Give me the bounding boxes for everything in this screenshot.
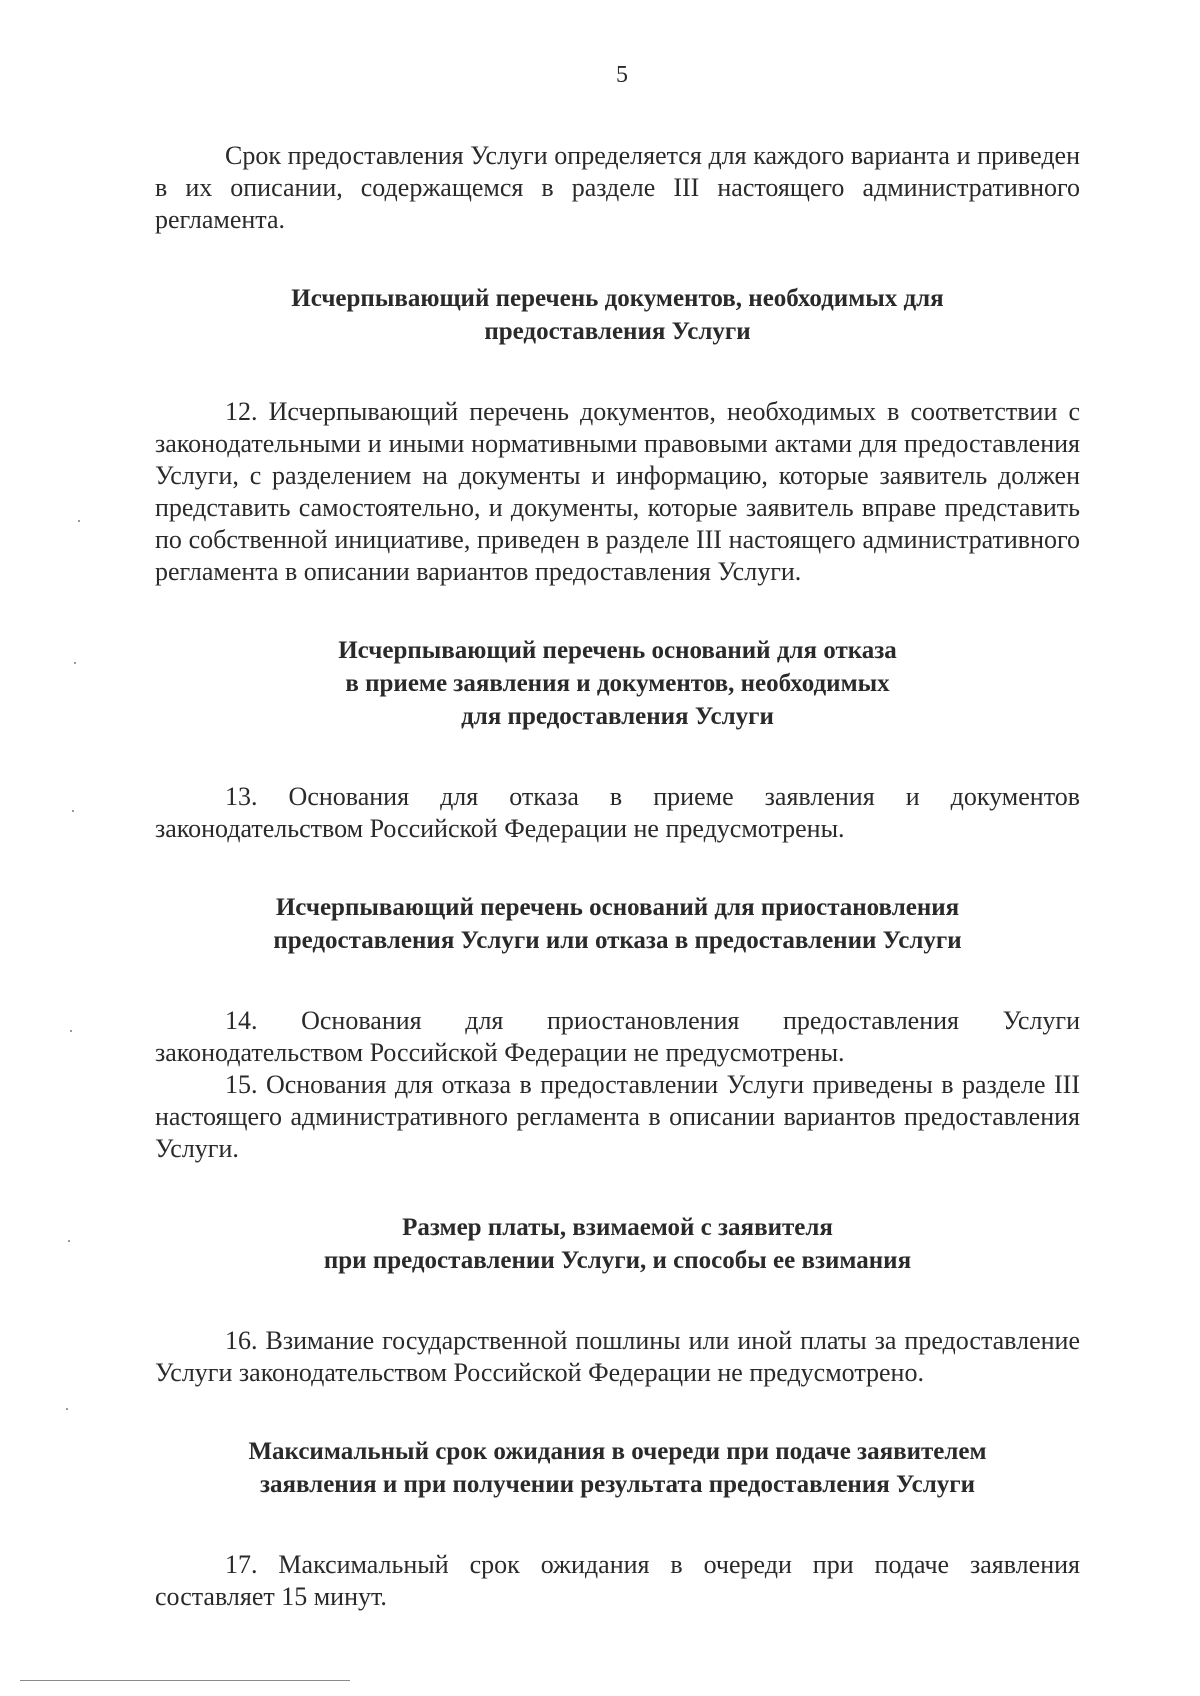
paragraph-13: 13. Основания для отказа в приеме заявления и документов законодательством Российской Федерации не предусмотрены. (155, 782, 1080, 843)
scan-dot (66, 1408, 68, 1410)
scan-dot (68, 1240, 70, 1242)
heading-suspension-refusal (155, 891, 1080, 957)
heading-line: Размер платы, взимаемой с заявителя (402, 1214, 833, 1241)
heading-documents-list (155, 282, 1080, 348)
page-number: 5 (616, 62, 628, 88)
heading-line: при предоставлении Услуги, и способы ее взимания (323, 1247, 912, 1274)
paragraph-term-intro: Срок предоставления Услуги определяется для каждого варианта и приведен в их описании, содержащемся в разделе III настоящего административного регламента. (155, 141, 1080, 234)
heading-line: в приеме заявления и документов, необходимых (345, 670, 890, 697)
heading-line: заявления и при получении результата предоставления Услуги (259, 1471, 976, 1498)
paragraph-14: 14. Основания для приостановления предоставления Услуги законодательством Российской Федерации не предусмотрены. (155, 1006, 1080, 1067)
heading-line: Исчерпывающий перечень оснований для отказа (338, 637, 897, 664)
paragraph-17: 17. Максимальный срок ожидания в очереди при подаче заявления составляет 15 минут. (155, 1550, 1080, 1611)
paragraph-15: 15. Основания для отказа в предоставлении Услуги приведены в разделе III настоящего административного регламента в описании вариантов предоставления Услуги. (155, 1070, 1080, 1163)
heading-line: предоставления Услуги (484, 318, 751, 345)
scan-dot (70, 1030, 72, 1032)
scan-dot (74, 662, 76, 664)
heading-refusal-acceptance (155, 634, 1080, 733)
scan-dot (72, 810, 74, 812)
paragraph-16: 16. Взимание государственной пошлины или иной платы за предоставление Услуги законодательством Российской Федерации не предусмотрено. (155, 1326, 1080, 1387)
heading-line: для предоставления Услуги (461, 703, 774, 730)
scan-dot (78, 520, 80, 522)
heading-line: Исчерпывающий перечень оснований для приостановления (275, 894, 960, 921)
scan-bottom-line (20, 1680, 350, 1681)
heading-fee (155, 1211, 1080, 1277)
heading-waiting-time (155, 1435, 1080, 1501)
document-body (155, 140, 1080, 1613)
paragraph-12: 12. Исчерпывающий перечень документов, необходимых в соответствии с законодательными и иными нормативными правовыми актами для предоставления Услуги, с разделением на документы и информацию, которые заявитель должен представить самостоятельно, и документы, которые заявитель вправе представить по собственной инициативе, приведен в разделе III настоящего административного регламента в описании вариантов предоставления Услуги. (155, 397, 1080, 586)
heading-line: Исчерпывающий перечень документов, необходимых для (291, 285, 944, 312)
heading-line: Максимальный срок ожидания в очереди при подаче заявителем (248, 1438, 987, 1465)
heading-line: предоставления Услуги или отказа в предоставлении Услуги (273, 927, 962, 954)
